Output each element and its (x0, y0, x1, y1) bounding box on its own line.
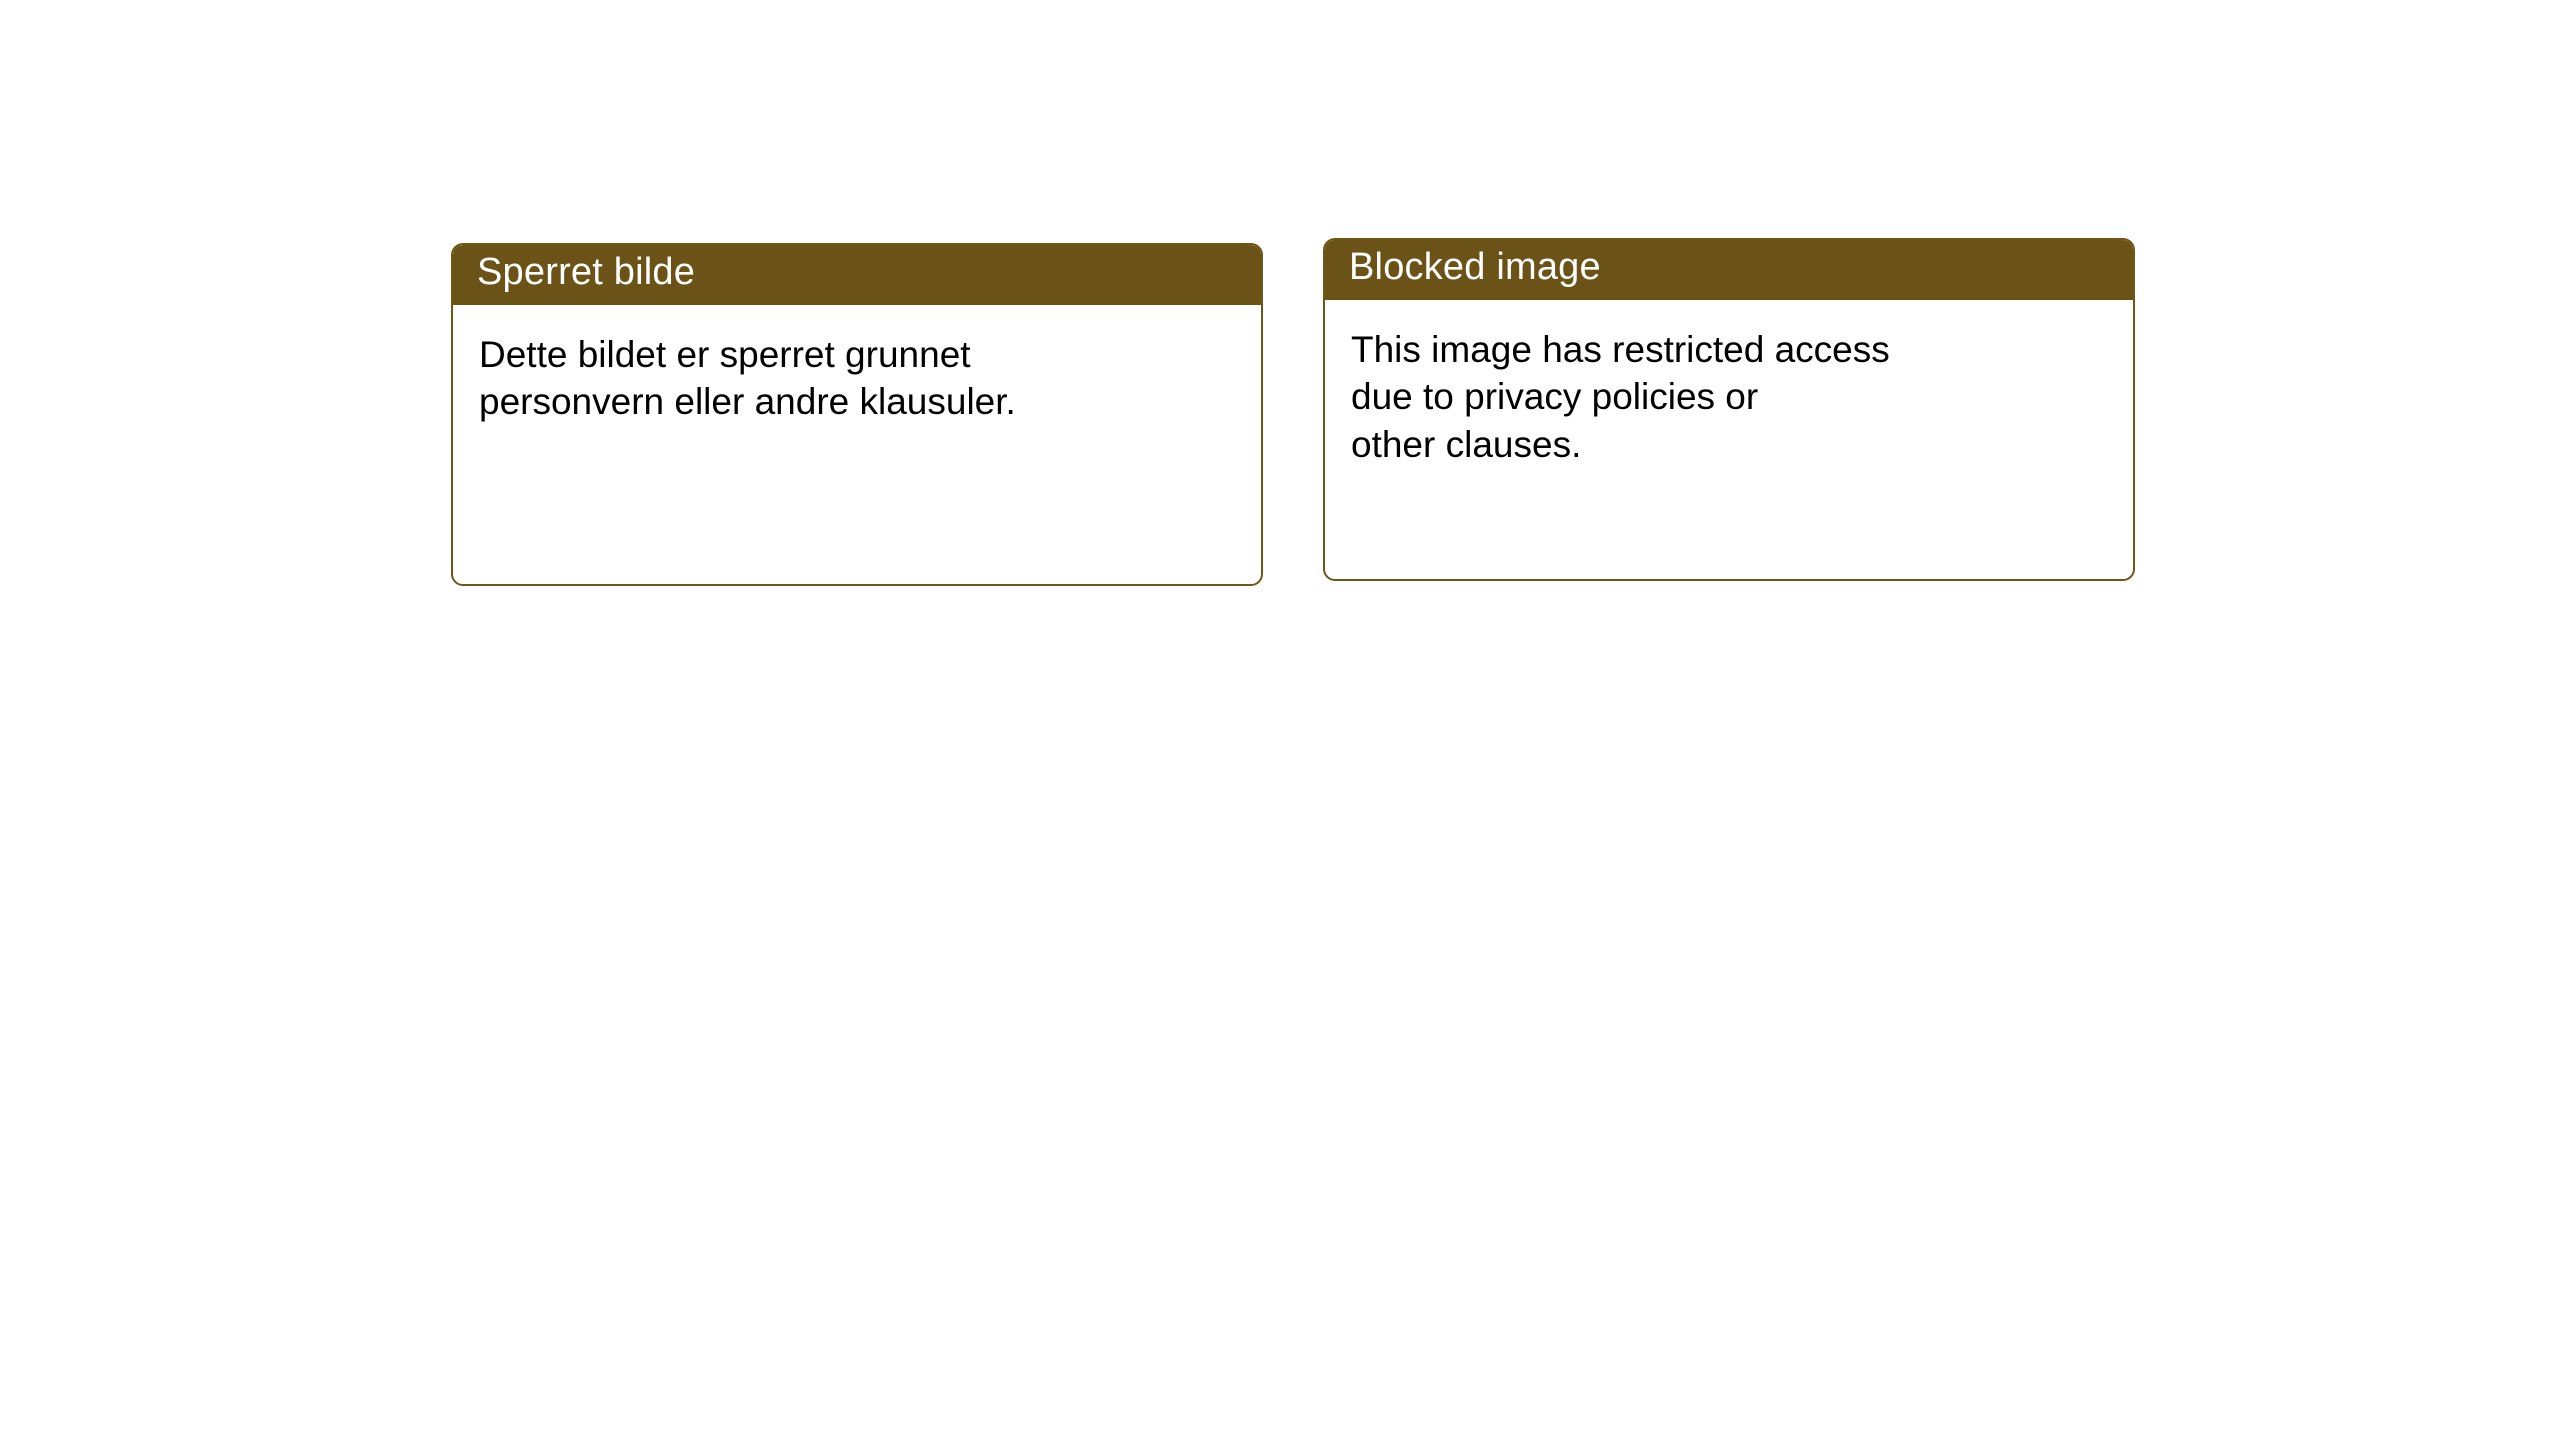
notice-body-line: personvern eller andre klausuler. (479, 381, 1016, 423)
notice-body-line: due to privacy policies or (1351, 376, 1759, 418)
notice-title-en: Blocked image (1325, 240, 2133, 300)
blocked-image-notice-no (451, 243, 1263, 586)
notice-body-line: This image has restricted access (1351, 328, 1890, 370)
notice-body-line: other clauses. (1351, 423, 1582, 465)
notice-body-en (1325, 300, 2133, 579)
notice-title-no: Sperret bilde (453, 245, 1261, 305)
notice-body-line: Dette bildet er sperret grunnet (479, 333, 971, 375)
blocked-image-notice-en (1323, 238, 2135, 581)
notice-body-no (453, 305, 1261, 584)
